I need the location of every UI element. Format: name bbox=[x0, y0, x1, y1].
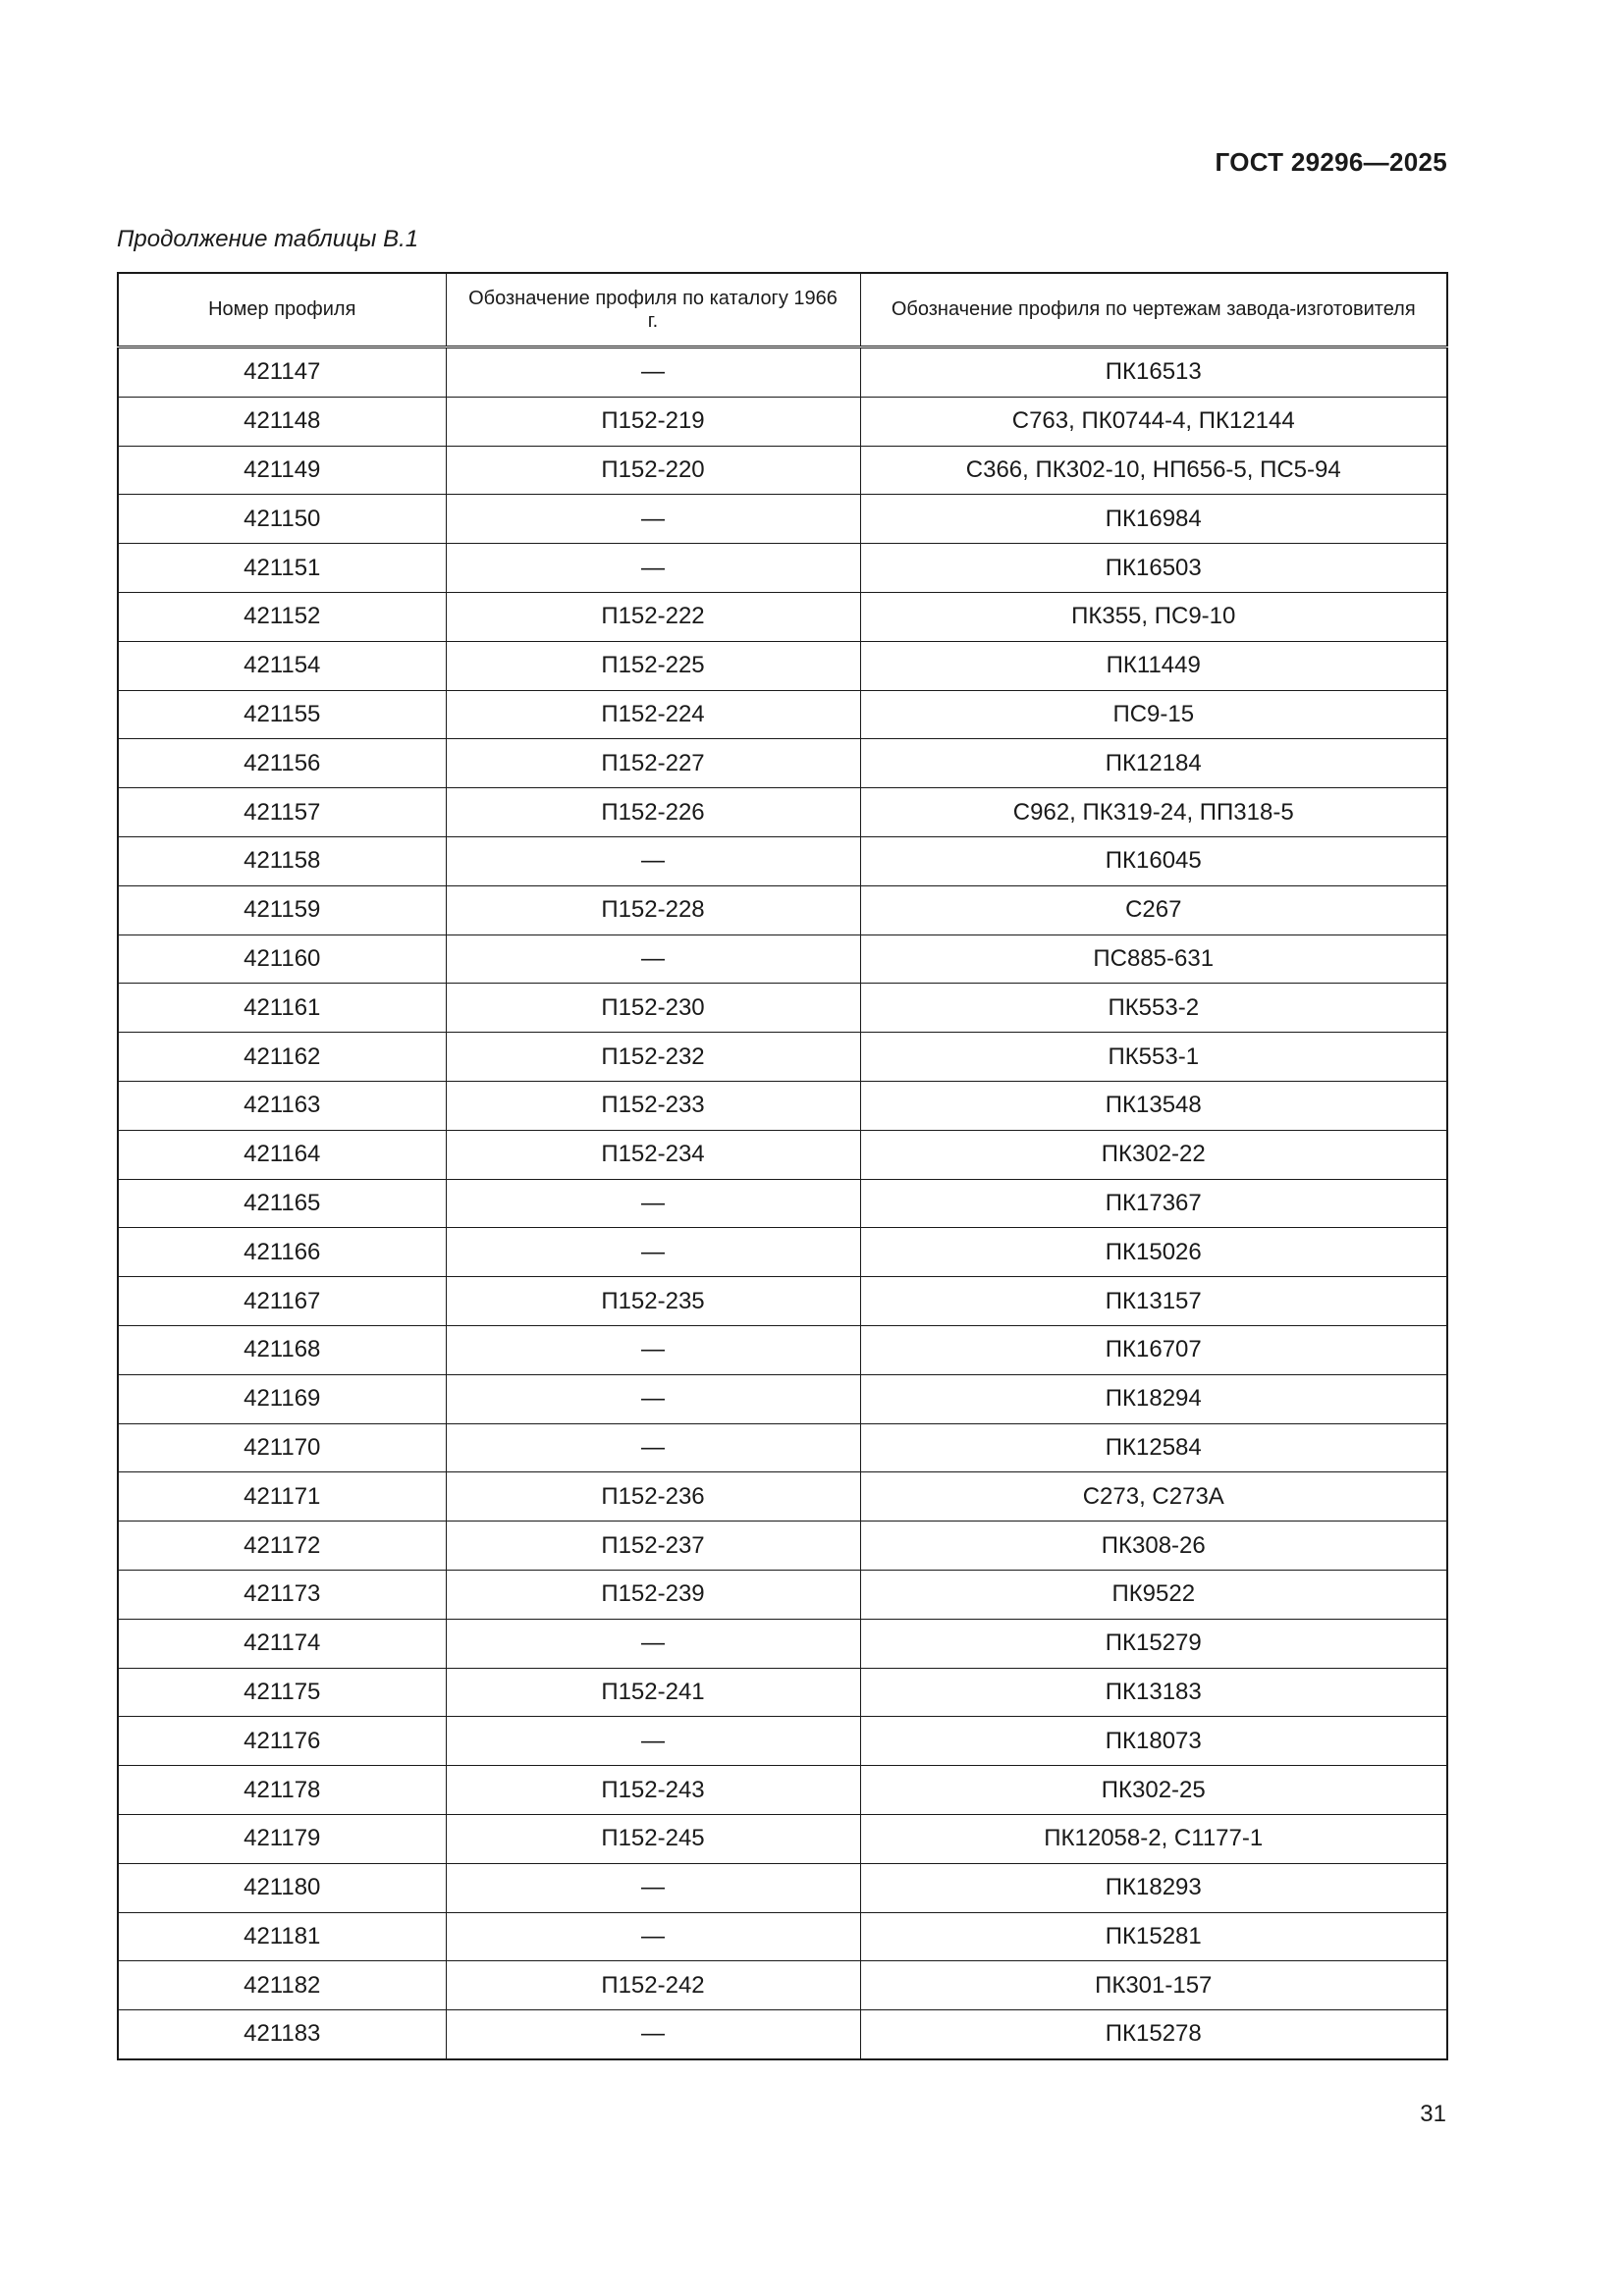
cell-factory-designation: ПК553-1 bbox=[860, 1033, 1447, 1082]
cell-profile-number: 421179 bbox=[118, 1814, 446, 1863]
cell-catalog-designation: П152-241 bbox=[446, 1668, 860, 1717]
cell-catalog-designation: П152-237 bbox=[446, 1522, 860, 1571]
cell-catalog-designation: П152-232 bbox=[446, 1033, 860, 1082]
table-row bbox=[118, 690, 1447, 739]
cell-factory-designation: ПК18293 bbox=[860, 1863, 1447, 1912]
cell-factory-designation: С267 bbox=[860, 885, 1447, 934]
cell-profile-number: 421156 bbox=[118, 739, 446, 788]
table-row bbox=[118, 1814, 1447, 1863]
cell-factory-designation: С962, ПК319-24, ПП318-5 bbox=[860, 788, 1447, 837]
table-row bbox=[118, 1374, 1447, 1423]
table-row bbox=[118, 1472, 1447, 1522]
cell-catalog-designation: — bbox=[446, 347, 860, 398]
cell-factory-designation: ПС885-631 bbox=[860, 934, 1447, 984]
table-row bbox=[118, 1325, 1447, 1374]
table-row bbox=[118, 446, 1447, 495]
cell-factory-designation: ПК355, ПС9-10 bbox=[860, 592, 1447, 641]
cell-profile-number: 421180 bbox=[118, 1863, 446, 1912]
cell-profile-number: 421164 bbox=[118, 1130, 446, 1179]
cell-profile-number: 421148 bbox=[118, 397, 446, 446]
column-header-factory-designation: Обозначение профиля по чертежам завода-изготовителя bbox=[860, 273, 1447, 347]
table-row bbox=[118, 1912, 1447, 1961]
cell-profile-number: 421171 bbox=[118, 1472, 446, 1522]
table-row bbox=[118, 934, 1447, 984]
cell-catalog-designation: П152-245 bbox=[446, 1814, 860, 1863]
cell-catalog-designation: — bbox=[446, 934, 860, 984]
cell-factory-designation: ПК302-25 bbox=[860, 1766, 1447, 1815]
table-row bbox=[118, 1423, 1447, 1472]
cell-factory-designation: ПК12184 bbox=[860, 739, 1447, 788]
table-header-row bbox=[118, 273, 1447, 347]
cell-profile-number: 421169 bbox=[118, 1374, 446, 1423]
cell-profile-number: 421154 bbox=[118, 641, 446, 690]
cell-factory-designation: ПС9-15 bbox=[860, 690, 1447, 739]
cell-profile-number: 421157 bbox=[118, 788, 446, 837]
cell-factory-designation: ПК16707 bbox=[860, 1325, 1447, 1374]
cell-factory-designation: С763, ПК0744-4, ПК12144 bbox=[860, 397, 1447, 446]
document-code: ГОСТ 29296—2025 bbox=[1215, 147, 1447, 177]
cell-catalog-designation: П152-220 bbox=[446, 446, 860, 495]
table-row bbox=[118, 1522, 1447, 1571]
cell-profile-number: 421175 bbox=[118, 1668, 446, 1717]
cell-profile-number: 421150 bbox=[118, 495, 446, 544]
table-row bbox=[118, 1619, 1447, 1668]
cell-catalog-designation: П152-235 bbox=[446, 1277, 860, 1326]
cell-catalog-designation: П152-243 bbox=[446, 1766, 860, 1815]
table-row bbox=[118, 1130, 1447, 1179]
cell-profile-number: 421165 bbox=[118, 1179, 446, 1228]
cell-profile-number: 421152 bbox=[118, 592, 446, 641]
table-row bbox=[118, 347, 1447, 398]
cell-profile-number: 421161 bbox=[118, 984, 446, 1033]
table-row bbox=[118, 1717, 1447, 1766]
table-caption: Продолжение таблицы В.1 bbox=[117, 226, 419, 252]
cell-factory-designation: ПК12584 bbox=[860, 1423, 1447, 1472]
cell-factory-designation: ПК13183 bbox=[860, 1668, 1447, 1717]
cell-catalog-designation: — bbox=[446, 2010, 860, 2059]
table-row bbox=[118, 1277, 1447, 1326]
cell-profile-number: 421181 bbox=[118, 1912, 446, 1961]
table-row bbox=[118, 1570, 1447, 1619]
cell-catalog-designation: П152-236 bbox=[446, 1472, 860, 1522]
cell-profile-number: 421174 bbox=[118, 1619, 446, 1668]
cell-catalog-designation: П152-219 bbox=[446, 397, 860, 446]
cell-catalog-designation: — bbox=[446, 1423, 860, 1472]
cell-profile-number: 421149 bbox=[118, 446, 446, 495]
cell-factory-designation: ПК308-26 bbox=[860, 1522, 1447, 1571]
column-header-catalog-designation: Обозначение профиля по каталогу 1966 г. bbox=[446, 273, 860, 347]
cell-catalog-designation: — bbox=[446, 544, 860, 593]
cell-profile-number: 421159 bbox=[118, 885, 446, 934]
cell-profile-number: 421162 bbox=[118, 1033, 446, 1082]
profiles-table bbox=[117, 272, 1448, 2060]
cell-factory-designation: ПК15026 bbox=[860, 1228, 1447, 1277]
cell-factory-designation: ПК16045 bbox=[860, 836, 1447, 885]
cell-catalog-designation: — bbox=[446, 1325, 860, 1374]
cell-profile-number: 421166 bbox=[118, 1228, 446, 1277]
table-row bbox=[118, 1863, 1447, 1912]
cell-catalog-designation: П152-242 bbox=[446, 1961, 860, 2010]
cell-catalog-designation: П152-239 bbox=[446, 1570, 860, 1619]
column-header-profile-number: Номер профиля bbox=[118, 273, 446, 347]
table-row bbox=[118, 1228, 1447, 1277]
cell-catalog-designation: П152-222 bbox=[446, 592, 860, 641]
cell-factory-designation: ПК12058-2, С1177-1 bbox=[860, 1814, 1447, 1863]
cell-factory-designation: ПК15281 bbox=[860, 1912, 1447, 1961]
cell-profile-number: 421163 bbox=[118, 1081, 446, 1130]
cell-catalog-designation: П152-224 bbox=[446, 690, 860, 739]
cell-factory-designation: ПК16984 bbox=[860, 495, 1447, 544]
cell-catalog-designation: — bbox=[446, 1228, 860, 1277]
table-row bbox=[118, 544, 1447, 593]
cell-profile-number: 421168 bbox=[118, 1325, 446, 1374]
table-row bbox=[118, 641, 1447, 690]
table-row bbox=[118, 984, 1447, 1033]
table-row bbox=[118, 885, 1447, 934]
table-body bbox=[118, 347, 1447, 2059]
cell-profile-number: 421178 bbox=[118, 1766, 446, 1815]
cell-factory-designation: С273, С273А bbox=[860, 1472, 1447, 1522]
table-row bbox=[118, 1766, 1447, 1815]
table-row bbox=[118, 788, 1447, 837]
cell-factory-designation: ПК15279 bbox=[860, 1619, 1447, 1668]
table-row bbox=[118, 1668, 1447, 1717]
cell-factory-designation: ПК15278 bbox=[860, 2010, 1447, 2059]
table-row bbox=[118, 1081, 1447, 1130]
cell-catalog-designation: — bbox=[446, 1863, 860, 1912]
cell-catalog-designation: П152-225 bbox=[446, 641, 860, 690]
cell-catalog-designation: — bbox=[446, 836, 860, 885]
table-row bbox=[118, 1033, 1447, 1082]
cell-catalog-designation: — bbox=[446, 1717, 860, 1766]
table-row bbox=[118, 495, 1447, 544]
cell-catalog-designation: П152-233 bbox=[446, 1081, 860, 1130]
cell-profile-number: 421158 bbox=[118, 836, 446, 885]
cell-catalog-designation: П152-226 bbox=[446, 788, 860, 837]
cell-profile-number: 421151 bbox=[118, 544, 446, 593]
cell-factory-designation: ПК13157 bbox=[860, 1277, 1447, 1326]
table-row bbox=[118, 1179, 1447, 1228]
cell-profile-number: 421176 bbox=[118, 1717, 446, 1766]
cell-profile-number: 421183 bbox=[118, 2010, 446, 2059]
cell-catalog-designation: П152-228 bbox=[446, 885, 860, 934]
cell-profile-number: 421182 bbox=[118, 1961, 446, 2010]
table-row bbox=[118, 397, 1447, 446]
cell-factory-designation: ПК9522 bbox=[860, 1570, 1447, 1619]
cell-catalog-designation: П152-227 bbox=[446, 739, 860, 788]
cell-catalog-designation: П152-234 bbox=[446, 1130, 860, 1179]
cell-factory-designation: ПК11449 bbox=[860, 641, 1447, 690]
cell-factory-designation: ПК17367 bbox=[860, 1179, 1447, 1228]
table-row bbox=[118, 1961, 1447, 2010]
cell-profile-number: 421172 bbox=[118, 1522, 446, 1571]
table-row bbox=[118, 2010, 1447, 2059]
cell-profile-number: 421147 bbox=[118, 347, 446, 398]
cell-catalog-designation: П152-230 bbox=[446, 984, 860, 1033]
cell-factory-designation: ПК301-157 bbox=[860, 1961, 1447, 2010]
page-number: 31 bbox=[1420, 2101, 1446, 2127]
cell-factory-designation: С366, ПК302-10, НП656-5, ПС5-94 bbox=[860, 446, 1447, 495]
cell-profile-number: 421155 bbox=[118, 690, 446, 739]
cell-factory-designation: ПК18294 bbox=[860, 1374, 1447, 1423]
cell-catalog-designation: — bbox=[446, 1179, 860, 1228]
cell-factory-designation: ПК16513 bbox=[860, 347, 1447, 398]
cell-factory-designation: ПК553-2 bbox=[860, 984, 1447, 1033]
table-row bbox=[118, 739, 1447, 788]
cell-profile-number: 421167 bbox=[118, 1277, 446, 1326]
table-row bbox=[118, 592, 1447, 641]
cell-factory-designation: ПК18073 bbox=[860, 1717, 1447, 1766]
cell-catalog-designation: — bbox=[446, 495, 860, 544]
table-row bbox=[118, 836, 1447, 885]
cell-profile-number: 421170 bbox=[118, 1423, 446, 1472]
cell-profile-number: 421160 bbox=[118, 934, 446, 984]
cell-catalog-designation: — bbox=[446, 1374, 860, 1423]
cell-profile-number: 421173 bbox=[118, 1570, 446, 1619]
cell-catalog-designation: — bbox=[446, 1912, 860, 1961]
cell-factory-designation: ПК13548 bbox=[860, 1081, 1447, 1130]
cell-factory-designation: ПК16503 bbox=[860, 544, 1447, 593]
cell-factory-designation: ПК302-22 bbox=[860, 1130, 1447, 1179]
cell-catalog-designation: — bbox=[446, 1619, 860, 1668]
